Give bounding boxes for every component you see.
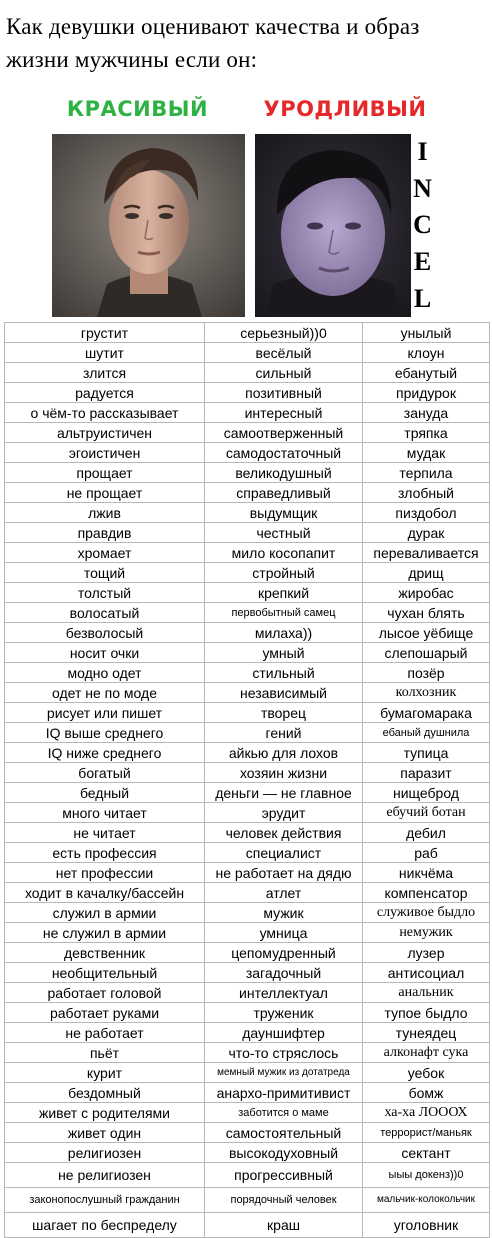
trait-cell: о чём-то рассказывает	[5, 403, 205, 423]
ugly-verdict-cell: тупое быдло	[363, 1003, 490, 1023]
ugly-verdict-cell: дебил	[363, 823, 490, 843]
handsome-verdict-cell: честный	[205, 523, 363, 543]
table-row	[5, 903, 490, 923]
trait-cell: рисует или пишет	[5, 703, 205, 723]
table-row	[5, 443, 490, 463]
ugly-verdict-cell: уебок	[363, 1063, 490, 1083]
handsome-verdict-cell: краш	[205, 1213, 363, 1238]
comparison-table-wrap	[4, 322, 489, 1238]
ugly-verdict-cell: лузер	[363, 943, 490, 963]
handsome-verdict-cell: дауншифтер	[205, 1023, 363, 1043]
ugly-verdict-cell: ебаный душнила	[363, 723, 490, 743]
table-row	[5, 503, 490, 523]
trait-cell: хромает	[5, 543, 205, 563]
trait-cell: эгоистичен	[5, 443, 205, 463]
table-row	[5, 343, 490, 363]
table-row	[5, 1083, 490, 1103]
handsome-verdict-cell: человек действия	[205, 823, 363, 843]
table-row	[5, 383, 490, 403]
ugly-verdict-cell: бумагомарака	[363, 703, 490, 723]
trait-cell: волосатый	[5, 603, 205, 623]
trait-cell: прощает	[5, 463, 205, 483]
table-row	[5, 1063, 490, 1083]
handsome-verdict-cell: прогрессивный	[205, 1163, 363, 1188]
handsome-verdict-cell: великодушный	[205, 463, 363, 483]
ugly-verdict-cell: тряпка	[363, 423, 490, 443]
trait-cell: модно одет	[5, 663, 205, 683]
ugly-verdict-cell: бомж	[363, 1083, 490, 1103]
handsome-photo	[52, 134, 245, 317]
trait-cell: тощий	[5, 563, 205, 583]
ugly-verdict-cell: клоун	[363, 343, 490, 363]
table-row	[5, 363, 490, 383]
handsome-verdict-cell: хозяин жизни	[205, 763, 363, 783]
handsome-verdict-cell: гений	[205, 723, 363, 743]
trait-cell: нет профессии	[5, 863, 205, 883]
ugly-verdict-cell: ыыы докенз))0	[363, 1163, 490, 1188]
comparison-table	[4, 322, 490, 1238]
table-row	[5, 803, 490, 823]
table-row	[5, 563, 490, 583]
handsome-verdict-cell: самоотверженный	[205, 423, 363, 443]
handsome-verdict-cell: выдумщик	[205, 503, 363, 523]
incel-letter: N	[413, 173, 432, 203]
ugly-verdict-cell: ха-ха ЛОООХ	[363, 1103, 490, 1123]
table-row	[5, 623, 490, 643]
table-row	[5, 823, 490, 843]
handsome-verdict-cell: умный	[205, 643, 363, 663]
handsome-verdict-cell: стильный	[205, 663, 363, 683]
trait-cell: пьёт	[5, 1043, 205, 1063]
ugly-verdict-cell: уголовник	[363, 1213, 490, 1238]
handsome-verdict-cell: милаха))	[205, 623, 363, 643]
ugly-verdict-cell: антисоциал	[363, 963, 490, 983]
ugly-verdict-cell: дурак	[363, 523, 490, 543]
table-row	[5, 723, 490, 743]
ugly-verdict-cell: служивое быдло	[363, 903, 490, 923]
trait-cell: злится	[5, 363, 205, 383]
handsome-verdict-cell: мужик	[205, 903, 363, 923]
table-row	[5, 763, 490, 783]
table-row	[5, 1123, 490, 1143]
handsome-verdict-cell: не работает на дядю	[205, 863, 363, 883]
trait-cell: безволосый	[5, 623, 205, 643]
incel-letter: I	[417, 137, 428, 167]
trait-cell: живет один	[5, 1123, 205, 1143]
trait-cell: правдив	[5, 523, 205, 543]
trait-cell: много читает	[5, 803, 205, 823]
ugly-verdict-cell: тупица	[363, 743, 490, 763]
table-row	[5, 643, 490, 663]
ugly-verdict-cell: слепошарый	[363, 643, 490, 663]
ugly-verdict-cell: лысое уёбище	[363, 623, 490, 643]
trait-cell: не прощает	[5, 483, 205, 503]
trait-cell: ходит в качалку/бассейн	[5, 883, 205, 903]
ugly-verdict-cell: позёр	[363, 663, 490, 683]
table-row	[5, 1188, 490, 1213]
table-row	[5, 863, 490, 883]
table-row	[5, 1003, 490, 1023]
handsome-verdict-cell: айкью для лохов	[205, 743, 363, 763]
ugly-verdict-cell: придурок	[363, 383, 490, 403]
handsome-verdict-cell: справедливый	[205, 483, 363, 503]
ugly-verdict-cell: ебанутый	[363, 363, 490, 383]
table-row	[5, 1163, 490, 1188]
ugly-verdict-cell: алконафт сука	[363, 1043, 490, 1063]
ugly-verdict-cell: тунеядец	[363, 1023, 490, 1043]
handsome-verdict-cell: эрудит	[205, 803, 363, 823]
ugly-verdict-cell: злобный	[363, 483, 490, 503]
handsome-verdict-cell: мемный мужик из дотатреда	[205, 1063, 363, 1083]
table-row	[5, 683, 490, 703]
ugly-verdict-cell: дрищ	[363, 563, 490, 583]
table-row	[5, 1143, 490, 1163]
ugly-verdict-cell: унылый	[363, 323, 490, 343]
trait-cell: необщительный	[5, 963, 205, 983]
handsome-verdict-cell: стройный	[205, 563, 363, 583]
trait-cell: радуется	[5, 383, 205, 403]
handsome-verdict-cell: анархо-примитивист	[205, 1083, 363, 1103]
ugly-verdict-cell: террорист/маньяк	[363, 1123, 490, 1143]
trait-cell: работает руками	[5, 1003, 205, 1023]
handsome-verdict-cell: независимый	[205, 683, 363, 703]
handsome-verdict-cell: сильный	[205, 363, 363, 383]
table-row	[5, 543, 490, 563]
ugly-verdict-cell: паразит	[363, 763, 490, 783]
trait-cell: служил в армии	[5, 903, 205, 923]
ugly-verdict-cell: зануда	[363, 403, 490, 423]
table-row	[5, 423, 490, 443]
handsome-verdict-cell: загадочный	[205, 963, 363, 983]
handsome-verdict-cell: весёлый	[205, 343, 363, 363]
ugly-verdict-cell: никчёма	[363, 863, 490, 883]
table-row	[5, 843, 490, 863]
handsome-label: КРАСИВЫЙ	[66, 97, 209, 121]
trait-cell: не служил в армии	[5, 923, 205, 943]
ugly-verdict-cell: переваливается	[363, 543, 490, 563]
handsome-verdict-cell: первобытный самец	[205, 603, 363, 623]
handsome-verdict-cell: высокодуховный	[205, 1143, 363, 1163]
handsome-verdict-cell: деньги — не главное	[205, 783, 363, 803]
table-row	[5, 943, 490, 963]
incel-letter: E	[413, 247, 432, 277]
handsome-verdict-cell: интеллектуал	[205, 983, 363, 1003]
ugly-verdict-cell: жиробас	[363, 583, 490, 603]
trait-cell: работает головой	[5, 983, 205, 1003]
trait-cell: грустит	[5, 323, 205, 343]
table-row	[5, 1043, 490, 1063]
ugly-verdict-cell: компенсатор	[363, 883, 490, 903]
ugly-verdict-cell: терпила	[363, 463, 490, 483]
table-row	[5, 523, 490, 543]
ugly-verdict-cell: чухан блять	[363, 603, 490, 623]
ugly-verdict-cell: немужик	[363, 923, 490, 943]
table-row	[5, 1103, 490, 1123]
ugly-verdict-cell: пиздобол	[363, 503, 490, 523]
handsome-verdict-cell: мило косопапит	[205, 543, 363, 563]
ugly-verdict-cell: мальчик-колокольчик	[363, 1188, 490, 1213]
trait-cell: носит очки	[5, 643, 205, 663]
trait-cell: одет не по моде	[5, 683, 205, 703]
trait-cell: религиозен	[5, 1143, 205, 1163]
handsome-verdict-cell: позитивный	[205, 383, 363, 403]
handsome-verdict-cell: что-то стряслось	[205, 1043, 363, 1063]
trait-cell: не читает	[5, 823, 205, 843]
table-row	[5, 923, 490, 943]
table-row	[5, 583, 490, 603]
handsome-verdict-cell: цепомудренный	[205, 943, 363, 963]
table-row	[5, 1023, 490, 1043]
table-row	[5, 963, 490, 983]
trait-cell: IQ выше среднего	[5, 723, 205, 743]
table-row	[5, 983, 490, 1003]
ugly-verdict-cell: мудак	[363, 443, 490, 463]
trait-cell: IQ ниже среднего	[5, 743, 205, 763]
ugly-verdict-cell: сектант	[363, 1143, 490, 1163]
handsome-verdict-cell: умница	[205, 923, 363, 943]
table-row	[5, 883, 490, 903]
ugly-photo	[255, 134, 411, 317]
table-row	[5, 483, 490, 503]
page-title: Как девушки оценивают качества и образ жизни мужчины если он:	[6, 14, 420, 72]
handsome-verdict-cell: интересный	[205, 403, 363, 423]
handsome-verdict-cell: порядочный человек	[205, 1188, 363, 1213]
handsome-verdict-cell: атлет	[205, 883, 363, 903]
trait-cell: не религиозен	[5, 1163, 205, 1188]
trait-cell: лжив	[5, 503, 205, 523]
trait-cell: есть профессия	[5, 843, 205, 863]
handsome-verdict-cell: крепкий	[205, 583, 363, 603]
handsome-verdict-cell: труженик	[205, 1003, 363, 1023]
incel-letter: L	[413, 283, 432, 313]
handsome-verdict-cell: творец	[205, 703, 363, 723]
table-row	[5, 1213, 490, 1238]
trait-cell: курит	[5, 1063, 205, 1083]
incel-vertical-text	[410, 134, 435, 317]
trait-cell: шагает по беспределу	[5, 1213, 205, 1238]
ugly-verdict-cell: нищеброд	[363, 783, 490, 803]
handsome-verdict-cell: специалист	[205, 843, 363, 863]
table-row	[5, 783, 490, 803]
ugly-verdict-cell: ебучий ботан	[363, 803, 490, 823]
trait-cell: бедный	[5, 783, 205, 803]
table-row	[5, 743, 490, 763]
trait-cell: толстый	[5, 583, 205, 603]
trait-cell: бездомный	[5, 1083, 205, 1103]
ugly-label: УРОДЛИВЫЙ	[263, 97, 427, 121]
table-row	[5, 603, 490, 623]
handsome-verdict-cell: заботится о маме	[205, 1103, 363, 1123]
handsome-verdict-cell: самостоятельный	[205, 1123, 363, 1143]
ugly-verdict-cell: анальник	[363, 983, 490, 1003]
trait-cell: живет с родителями	[5, 1103, 205, 1123]
trait-cell: шутит	[5, 343, 205, 363]
ugly-verdict-cell: раб	[363, 843, 490, 863]
table-row	[5, 323, 490, 343]
trait-cell: девственник	[5, 943, 205, 963]
trait-cell: богатый	[5, 763, 205, 783]
table-row	[5, 403, 490, 423]
table-row	[5, 463, 490, 483]
handsome-verdict-cell: самодостаточный	[205, 443, 363, 463]
trait-cell: альтруистичен	[5, 423, 205, 443]
handsome-verdict-cell: серьезный))0	[205, 323, 363, 343]
table-row	[5, 663, 490, 683]
table-row	[5, 703, 490, 723]
incel-letter: C	[413, 210, 432, 240]
trait-cell: законопослушный гражданин	[5, 1188, 205, 1213]
ugly-verdict-cell: колхозник	[363, 683, 490, 703]
trait-cell: не работает	[5, 1023, 205, 1043]
